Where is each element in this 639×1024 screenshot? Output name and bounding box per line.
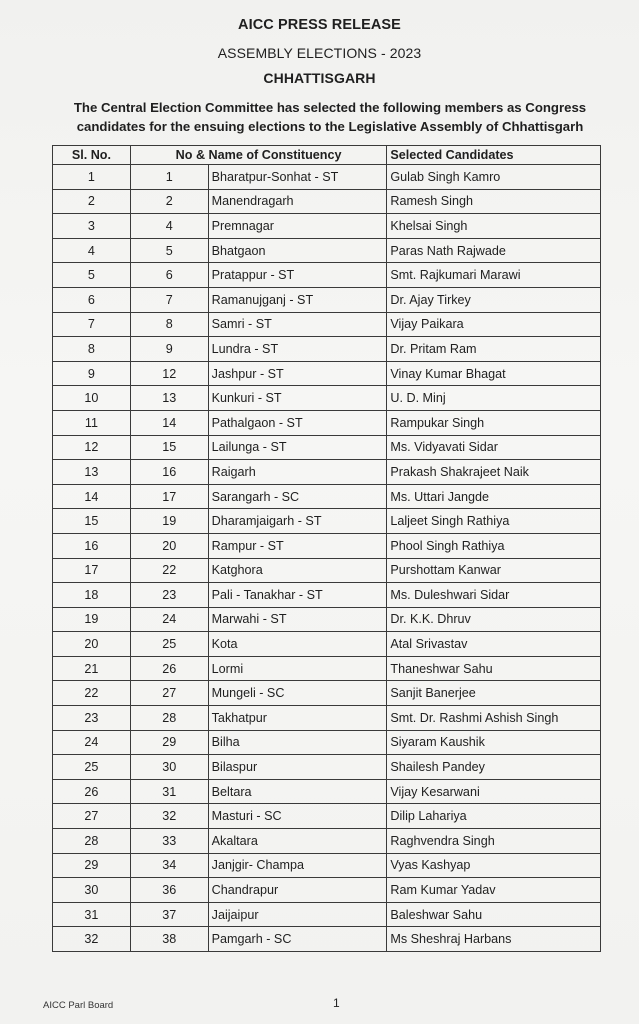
cell-sl-no: 10 <box>53 386 131 411</box>
cell-constituency-no: 24 <box>130 607 208 632</box>
cell-candidate: Sanjit Banerjee <box>387 681 601 706</box>
cell-constituency-name: Pamgarh - SC <box>208 927 387 952</box>
table-row <box>53 214 601 239</box>
candidates-table <box>52 145 601 952</box>
cell-constituency-name: Samri - ST <box>208 312 387 337</box>
cell-candidate: Ms. Duleshwari Sidar <box>387 583 601 608</box>
cell-constituency-name: Takhatpur <box>208 706 387 731</box>
cell-constituency-no: 6 <box>130 263 208 288</box>
cell-constituency-name: Kunkuri - ST <box>208 386 387 411</box>
cell-sl-no: 15 <box>53 509 131 534</box>
cell-candidate: Raghvendra Singh <box>387 829 601 854</box>
cell-constituency-no: 27 <box>130 681 208 706</box>
cell-sl-no: 20 <box>53 632 131 657</box>
table-row <box>53 927 601 952</box>
cell-constituency-name: Jashpur - ST <box>208 361 387 386</box>
cell-candidate: Ms. Vidyavati Sidar <box>387 435 601 460</box>
cell-constituency-name: Beltara <box>208 779 387 804</box>
cell-sl-no: 19 <box>53 607 131 632</box>
cell-candidate: Gulab Singh Kamro <box>387 165 601 190</box>
cell-sl-no: 25 <box>53 755 131 780</box>
cell-sl-no: 3 <box>53 214 131 239</box>
cell-constituency-no: 31 <box>130 779 208 804</box>
cell-candidate: Ram Kumar Yadav <box>387 878 601 903</box>
cell-constituency-no: 33 <box>130 829 208 854</box>
cell-constituency-no: 28 <box>130 706 208 731</box>
cell-candidate: Purshottam Kanwar <box>387 558 601 583</box>
cell-constituency-no: 34 <box>130 853 208 878</box>
cell-sl-no: 27 <box>53 804 131 829</box>
cell-sl-no: 17 <box>53 558 131 583</box>
cell-candidate: Shailesh Pandey <box>387 755 601 780</box>
cell-candidate: Vijay Kesarwani <box>387 779 601 804</box>
table-row <box>53 902 601 927</box>
cell-constituency-no: 1 <box>130 165 208 190</box>
cell-constituency-name: Janjgir- Champa <box>208 853 387 878</box>
cell-constituency-name: Lormi <box>208 656 387 681</box>
cell-constituency-no: 17 <box>130 484 208 509</box>
cell-constituency-name: Kota <box>208 632 387 657</box>
table-row <box>53 632 601 657</box>
table-row <box>53 755 601 780</box>
table-row <box>53 361 601 386</box>
header-candidates: Selected Candidates <box>387 146 601 165</box>
cell-sl-no: 4 <box>53 238 131 263</box>
cell-sl-no: 5 <box>53 263 131 288</box>
cell-constituency-name: Bilha <box>208 730 387 755</box>
cell-candidate: Vyas Kashyap <box>387 853 601 878</box>
table-row <box>53 779 601 804</box>
cell-sl-no: 31 <box>53 902 131 927</box>
cell-constituency-no: 12 <box>130 361 208 386</box>
cell-sl-no: 9 <box>53 361 131 386</box>
table-row <box>53 435 601 460</box>
cell-constituency-name: Manendragarh <box>208 189 387 214</box>
cell-sl-no: 30 <box>53 878 131 903</box>
cell-sl-no: 6 <box>53 287 131 312</box>
cell-candidate: Prakash Shakrajeet Naik <box>387 460 601 485</box>
cell-constituency-name: Bharatpur-Sonhat - ST <box>208 165 387 190</box>
cell-constituency-name: Raigarh <box>208 460 387 485</box>
cell-constituency-no: 9 <box>130 337 208 362</box>
cell-candidate: Ms Sheshraj Harbans <box>387 927 601 952</box>
header-sl-no: Sl. No. <box>53 146 131 165</box>
cell-sl-no: 28 <box>53 829 131 854</box>
cell-candidate: Laljeet Singh Rathiya <box>387 509 601 534</box>
cell-candidate: Smt. Rajkumari Marawi <box>387 263 601 288</box>
cell-candidate: Siyaram Kaushik <box>387 730 601 755</box>
cell-candidate: Dr. K.K. Dhruv <box>387 607 601 632</box>
cell-sl-no: 11 <box>53 410 131 435</box>
cell-candidate: Dilip Lahariya <box>387 804 601 829</box>
cell-constituency-name: Mungeli - SC <box>208 681 387 706</box>
intro-paragraph: The Central Election Committee has selected the following members as Congress candidates for the ensuing elections to the Legislative Assembly of Chhattisgarh <box>73 100 587 134</box>
cell-candidate: Khelsai Singh <box>387 214 601 239</box>
cell-candidate: Ms. Uttari Jangde <box>387 484 601 509</box>
cell-constituency-name: Bhatgaon <box>208 238 387 263</box>
cell-constituency-no: 20 <box>130 533 208 558</box>
table-row <box>53 681 601 706</box>
table-row <box>53 263 601 288</box>
table-row <box>53 189 601 214</box>
table-row <box>53 386 601 411</box>
table-row <box>53 337 601 362</box>
cell-constituency-name: Sarangarh - SC <box>208 484 387 509</box>
table-row <box>53 829 601 854</box>
table-row <box>53 583 601 608</box>
cell-constituency-name: Ramanujganj - ST <box>208 287 387 312</box>
cell-sl-no: 22 <box>53 681 131 706</box>
cell-candidate: Vijay Paikara <box>387 312 601 337</box>
table-row <box>53 287 601 312</box>
cell-constituency-name: Chandrapur <box>208 878 387 903</box>
cell-constituency-no: 2 <box>130 189 208 214</box>
table-row <box>53 558 601 583</box>
cell-sl-no: 2 <box>53 189 131 214</box>
cell-candidate: U. D. Minj <box>387 386 601 411</box>
cell-constituency-name: Pali - Tanakhar - ST <box>208 583 387 608</box>
table-body <box>53 165 601 952</box>
cell-sl-no: 7 <box>53 312 131 337</box>
cell-sl-no: 13 <box>53 460 131 485</box>
cell-candidate: Phool Singh Rathiya <box>387 533 601 558</box>
table-row <box>53 509 601 534</box>
cell-candidate: Vinay Kumar Bhagat <box>387 361 601 386</box>
cell-sl-no: 23 <box>53 706 131 731</box>
table-row <box>53 533 601 558</box>
table-row <box>53 165 601 190</box>
cell-sl-no: 32 <box>53 927 131 952</box>
cell-candidate: Thaneshwar Sahu <box>387 656 601 681</box>
cell-constituency-no: 36 <box>130 878 208 903</box>
cell-sl-no: 1 <box>53 165 131 190</box>
cell-constituency-name: Pathalgaon - ST <box>208 410 387 435</box>
cell-constituency-no: 13 <box>130 386 208 411</box>
cell-constituency-name: Pratappur - ST <box>208 263 387 288</box>
table-row <box>53 460 601 485</box>
table-row <box>53 853 601 878</box>
cell-sl-no: 29 <box>53 853 131 878</box>
cell-constituency-name: Rampur - ST <box>208 533 387 558</box>
table-row <box>53 730 601 755</box>
cell-constituency-no: 19 <box>130 509 208 534</box>
cell-sl-no: 26 <box>53 779 131 804</box>
cell-constituency-no: 4 <box>130 214 208 239</box>
cell-constituency-name: Dharamjaigarh - ST <box>208 509 387 534</box>
table-row <box>53 656 601 681</box>
cell-constituency-no: 7 <box>130 287 208 312</box>
cell-constituency-no: 14 <box>130 410 208 435</box>
table-row <box>53 878 601 903</box>
cell-constituency-no: 38 <box>130 927 208 952</box>
cell-constituency-name: Katghora <box>208 558 387 583</box>
cell-sl-no: 18 <box>53 583 131 608</box>
cell-constituency-name: Masturi - SC <box>208 804 387 829</box>
table-row <box>53 607 601 632</box>
table-row <box>53 312 601 337</box>
cell-sl-no: 12 <box>53 435 131 460</box>
cell-constituency-name: Jaijaipur <box>208 902 387 927</box>
cell-candidate: Baleshwar Sahu <box>387 902 601 927</box>
cell-candidate: Ramesh Singh <box>387 189 601 214</box>
cell-constituency-no: 32 <box>130 804 208 829</box>
cell-candidate: Paras Nath Rajwade <box>387 238 601 263</box>
table-row <box>53 410 601 435</box>
cell-constituency-no: 5 <box>130 238 208 263</box>
cell-candidate: Atal Srivastav <box>387 632 601 657</box>
header-constituency: No & Name of Constituency <box>130 146 387 165</box>
cell-constituency-no: 22 <box>130 558 208 583</box>
table-row <box>53 238 601 263</box>
cell-constituency-no: 23 <box>130 583 208 608</box>
cell-sl-no: 16 <box>53 533 131 558</box>
cell-constituency-name: Akaltara <box>208 829 387 854</box>
cell-constituency-name: Marwahi - ST <box>208 607 387 632</box>
cell-sl-no: 24 <box>53 730 131 755</box>
cell-sl-no: 14 <box>53 484 131 509</box>
cell-constituency-no: 8 <box>130 312 208 337</box>
document-subtitle: ASSEMBLY ELECTIONS - 2023 <box>217 45 422 61</box>
cell-constituency-name: Premnagar <box>208 214 387 239</box>
cell-candidate: Dr. Pritam Ram <box>387 337 601 362</box>
cell-constituency-name: Lundra - ST <box>208 337 387 362</box>
table-row <box>53 804 601 829</box>
cell-sl-no: 21 <box>53 656 131 681</box>
cell-constituency-no: 30 <box>130 755 208 780</box>
cell-constituency-no: 37 <box>130 902 208 927</box>
footer-org: AICC Parl Board <box>43 1000 114 1011</box>
table-header-row <box>53 146 601 165</box>
cell-constituency-no: 26 <box>130 656 208 681</box>
cell-constituency-no: 15 <box>130 435 208 460</box>
cell-candidate: Dr. Ajay Tirkey <box>387 287 601 312</box>
cell-constituency-name: Bilaspur <box>208 755 387 780</box>
document-title: AICC PRESS RELEASE <box>238 17 401 33</box>
cell-constituency-no: 16 <box>130 460 208 485</box>
cell-sl-no: 8 <box>53 337 131 362</box>
cell-candidate: Smt. Dr. Rashmi Ashish Singh <box>387 706 601 731</box>
cell-constituency-no: 25 <box>130 632 208 657</box>
cell-constituency-name: Lailunga - ST <box>208 435 387 460</box>
cell-candidate: Rampukar Singh <box>387 410 601 435</box>
cell-constituency-no: 29 <box>130 730 208 755</box>
page-number: 1 <box>333 996 340 1010</box>
table-row <box>53 706 601 731</box>
state-heading: CHHATTISGARH <box>263 70 376 86</box>
table-row <box>53 484 601 509</box>
